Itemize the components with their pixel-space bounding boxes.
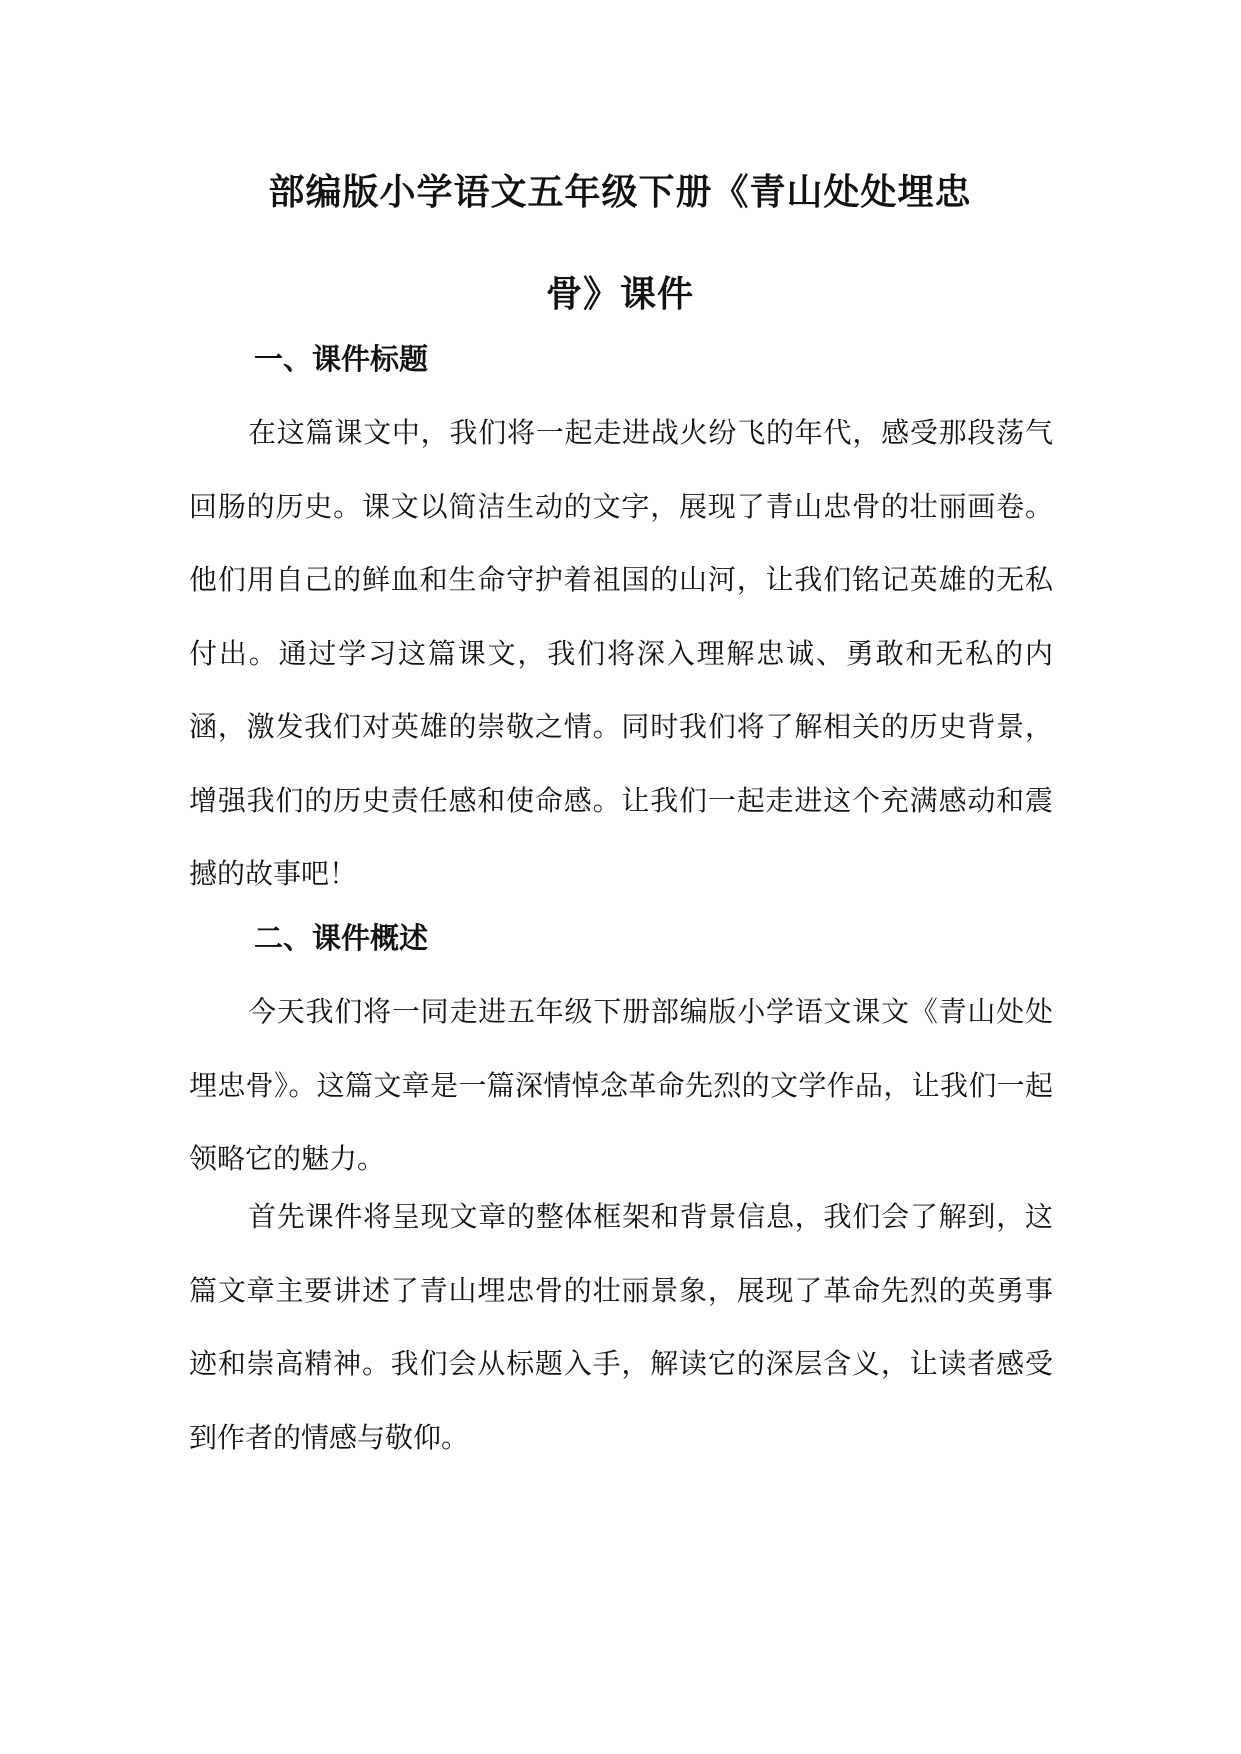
section-2-paragraph-1: 今天我们将一同走进五年级下册部编版小学语文课文《青山处处埋忠骨》。这篇文章是一篇深情悼念革命先烈的文学作品，让我们一起领略它的魅力。	[189, 995, 1053, 1175]
document-title: 部编版小学语文五年级下册《青山处处埋忠骨》课件	[268, 172, 972, 315]
section-heading-course-title: 一、课件标题	[254, 342, 429, 376]
section-heading-course-overview: 二、课件概述	[254, 921, 429, 955]
section-2-paragraph-2: 首先课件将呈现文章的整体框架和背景信息，我们会了解到，这篇文章主要讲述了青山埋忠骨的壮丽景象，展现了革命先烈的英勇事迹和崇高精神。我们会从标题入手，解读它的深层含义，让读者感受到作者的情感与敬仰。	[189, 1200, 1053, 1454]
section-1-paragraph-1: 在这篇课文中，我们将一起走进战火纷飞的年代，感受那段荡气回肠的历史。课文以简洁生动的文字，展现了青山忠骨的壮丽画卷。他们用自己的鲜血和生命守护着祖国的山河，让我们铭记英雄的无私付出。通过学习这篇课文，我们将深入理解忠诚、勇敢和无私的内涵，激发我们对英雄的崇敬之情。同时我们将了解相关的历史背景，增强我们的历史责任感和使命感。让我们一起走进这个充满感动和震撼的故事吧！	[189, 416, 1053, 890]
